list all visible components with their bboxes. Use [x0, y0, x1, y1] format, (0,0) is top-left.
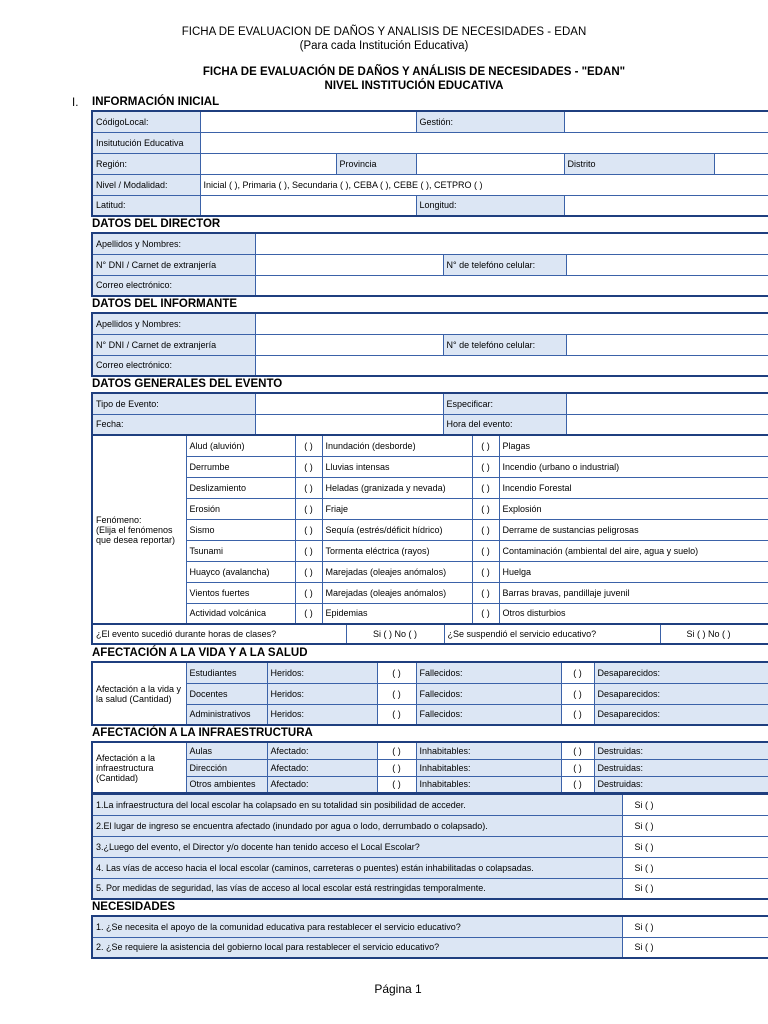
necesidades-question: 1. ¿Se necesita el apoyo de la comunidad educativa para restablecer el servicio educativo?	[92, 916, 622, 937]
vida-category: Docentes	[186, 683, 267, 704]
infra-inhabitables-label: Inhabitables:	[416, 742, 561, 759]
especificar-field[interactable]	[566, 393, 768, 414]
fenomeno-checkbox[interactable]: ( )	[295, 582, 322, 603]
fenomeno-checkbox[interactable]: ( )	[295, 498, 322, 519]
vida-row	[92, 704, 768, 725]
fenomeno-checkbox[interactable]: ( )	[295, 561, 322, 582]
infra-category: Dirección	[186, 759, 267, 776]
vida-heridos-label: Heridos:	[267, 683, 377, 704]
informante-apellidos-field[interactable]	[255, 313, 768, 334]
fenomeno-checkbox[interactable]: ( )	[472, 456, 499, 477]
fenomeno-name: Barras bravas, pandillaje juvenil	[499, 582, 768, 603]
infra-question-row	[92, 857, 768, 878]
fenomeno-checkbox[interactable]: ( )	[472, 540, 499, 561]
fenomeno-name: Marejadas (oleajes anómalos)	[322, 582, 472, 603]
informante-dni-label: N° DNI / Carnet de extranjería	[92, 334, 255, 355]
vida-table	[91, 661, 768, 726]
informante-dni-field[interactable]	[255, 334, 443, 355]
infra-inhabitables-field[interactable]: ( )	[561, 776, 594, 793]
infra-answer[interactable]: Si ( )	[622, 878, 768, 899]
fenomeno-checkbox[interactable]: ( )	[472, 603, 499, 624]
clases-question: ¿El evento sucedió durante horas de clases?	[92, 624, 346, 644]
infra-inhabitables-field[interactable]: ( )	[561, 742, 594, 759]
necesidades-question: 2. ¿Se requiere la asistencia del gobierno local para restablecer el servicio educativo?	[92, 937, 622, 958]
codigo-field[interactable]	[200, 111, 416, 132]
nivel-label: Nivel / Modalidad:	[92, 174, 200, 195]
director-correo-field[interactable]	[255, 275, 768, 296]
infra-question: 5. Por medidas de seguridad, las vías de acceso al local escolar está restringidas temporalmente.	[92, 878, 622, 899]
necesidades-answer[interactable]: Si ( )	[622, 916, 768, 937]
informante-telefono-field[interactable]	[566, 334, 768, 355]
fenomeno-name: Alud (aluvión)	[186, 435, 295, 456]
provincia-label: Provincia	[336, 153, 416, 174]
section-informante-title: DATOS DEL INFORMANTE	[92, 297, 768, 314]
fenomeno-table	[91, 434, 768, 625]
form-subtitle: (Para cada Institución Educativa)	[299, 40, 469, 52]
region-field[interactable]	[200, 153, 336, 174]
section-necesidades-title: NECESIDADES	[92, 900, 768, 917]
fenomeno-checkbox[interactable]: ( )	[295, 540, 322, 561]
infra-afectado-label: Afectado:	[267, 742, 377, 759]
fenomeno-row	[92, 435, 768, 456]
infra-question: 3.¿Luego del evento, el Director y/o docente han tenido acceso el Local Escolar?	[92, 836, 622, 857]
clases-answer[interactable]: Si ( ) No ( )	[346, 624, 444, 644]
vida-desaparecidos-label: Desaparecidos:	[594, 662, 768, 683]
form-level: NIVEL INSTITUCIÓN EDUCATIVA	[324, 80, 504, 92]
section-vida-title: AFECTACIÓN A LA VIDA Y A LA SALUD	[92, 646, 768, 663]
form-title: FICHA DE EVALUACION DE DAÑOS Y ANALISIS DE NECESIDADES - EDAN	[181, 26, 587, 38]
fenomeno-checkbox[interactable]: ( )	[295, 477, 322, 498]
fenomeno-name: Heladas (granizada y nevada)	[322, 477, 472, 498]
fenomeno-name: Sequía (estrés/déficit hídrico)	[322, 519, 472, 540]
info-table	[91, 110, 768, 217]
distrito-field[interactable]	[714, 153, 768, 174]
fenomeno-checkbox[interactable]: ( )	[295, 519, 322, 540]
infra-afectado-field[interactable]: ( )	[377, 759, 416, 776]
fenomeno-name: Friaje	[322, 498, 472, 519]
infra-question-row	[92, 878, 768, 899]
distrito-label: Distrito	[564, 153, 714, 174]
infra-answer[interactable]: Si ( )	[622, 836, 768, 857]
fenomeno-name: Tormenta eléctrica (rayos)	[322, 540, 472, 561]
infra-destruidas-label: Destruidas:	[594, 759, 768, 776]
fenomeno-row	[92, 519, 768, 540]
informante-telefono-label: N° de telefóno celular:	[443, 334, 566, 355]
director-apellidos-label: Apellidos y Nombres:	[92, 233, 255, 254]
infra-category: Otros ambientes	[186, 776, 267, 793]
fenomeno-row	[92, 582, 768, 603]
director-dni-field[interactable]	[255, 254, 443, 275]
hora-label: Hora del evento:	[443, 414, 566, 435]
gestion-label: Gestión:	[416, 111, 564, 132]
fenomeno-name: Tsunami	[186, 540, 295, 561]
infra-answer[interactable]: Si ( )	[622, 794, 768, 815]
fenomeno-checkbox[interactable]: ( )	[295, 456, 322, 477]
necesidades-answer[interactable]: Si ( )	[622, 937, 768, 958]
page-number: Página 1	[374, 982, 422, 996]
section-director-title: DATOS DEL DIRECTOR	[92, 217, 768, 234]
director-dni-label: N° DNI / Carnet de extranjería	[92, 254, 255, 275]
fenomeno-checkbox[interactable]: ( )	[472, 561, 499, 582]
infra-inhabitables-label: Inhabitables:	[416, 759, 561, 776]
provincia-field[interactable]	[416, 153, 564, 174]
vida-fallecidos-label: Fallecidos:	[416, 704, 561, 725]
region-label: Región:	[92, 153, 200, 174]
fenomeno-checkbox[interactable]: ( )	[295, 435, 322, 456]
vida-fallecidos-field[interactable]: ( )	[561, 704, 594, 725]
vida-category: Administrativos	[186, 704, 267, 725]
infra-question: 4. Las vías de acceso hacia el local escolar (caminos, carreteras o puentes) están inhabilitadas o colapsadas.	[92, 857, 622, 878]
form-title-2: FICHA DE EVALUACIÓN DE DAÑOS Y ANÁLISIS DE NECESIDADES - "EDAN"	[202, 66, 626, 78]
fenomeno-name: Vientos fuertes	[186, 582, 295, 603]
vida-fallecidos-label: Fallecidos:	[416, 662, 561, 683]
fenomeno-row	[92, 498, 768, 519]
latitud-label: Latitud:	[92, 195, 200, 216]
infra-questions-table	[91, 793, 768, 900]
fenomeno-checkbox[interactable]: ( )	[472, 582, 499, 603]
infra-label: Afectación a la infraestructura (Cantidad)	[92, 742, 186, 793]
fenomeno-name: Plagas	[499, 435, 768, 456]
especificar-label: Especificar:	[443, 393, 566, 414]
fenomeno-checkbox[interactable]: ( )	[472, 477, 499, 498]
fenomeno-row	[92, 477, 768, 498]
nivel-options[interactable]: Inicial ( ), Primaria ( ), Secundaria ( ), CEBA ( ), CEBE ( ), CETPRO ( )	[200, 174, 768, 195]
institucion-label: Insitutución Educativa	[92, 132, 200, 153]
fenomeno-checkbox[interactable]: ( )	[472, 519, 499, 540]
longitud-field[interactable]	[564, 195, 768, 216]
vida-row	[92, 683, 768, 704]
fenomeno-name: Huayco (avalancha)	[186, 561, 295, 582]
fenomeno-name: Contaminación (ambiental del aire, agua y suelo)	[499, 540, 768, 561]
director-apellidos-field[interactable]	[255, 233, 768, 254]
infra-row	[92, 742, 768, 759]
infra-table	[91, 741, 768, 794]
fenomeno-name: Incendio Forestal	[499, 477, 768, 498]
infra-afectado-label: Afectado:	[267, 776, 377, 793]
fenomeno-label-cell	[92, 435, 186, 624]
section-infra-title: AFECTACIÓN A LA INFRAESTRUCTURA	[92, 726, 768, 743]
infra-question-row	[92, 815, 768, 836]
informante-correo-field[interactable]	[255, 355, 768, 376]
vida-desaparecidos-label: Desaparecidos:	[594, 704, 768, 725]
infra-row	[92, 776, 768, 793]
evento-table	[91, 392, 768, 436]
vida-label: Afectación a la vida y la salud (Cantidad)	[92, 662, 186, 725]
director-telefono-label: N° de telefóno celular:	[443, 254, 566, 275]
infra-destruidas-label: Destruidas:	[594, 776, 768, 793]
fenomeno-name: Actividad volcánica	[186, 603, 295, 624]
gestion-field[interactable]	[564, 111, 768, 132]
infra-destruidas-label: Destruidas:	[594, 742, 768, 759]
fenomeno-name: Lluvias intensas	[322, 456, 472, 477]
informante-correo-label: Correo electrónico:	[92, 355, 255, 376]
fenomeno-name: Marejadas (oleajes anómalos)	[322, 561, 472, 582]
informante-apellidos-label: Apellidos y Nombres:	[92, 313, 255, 334]
section-evento-title: DATOS GENERALES DEL EVENTO	[92, 377, 768, 394]
section-info-title: INFORMACIÓN INICIAL	[92, 95, 768, 112]
infra-inhabitables-label: Inhabitables:	[416, 776, 561, 793]
vida-heridos-label: Heridos:	[267, 704, 377, 725]
fenomeno-row	[92, 540, 768, 561]
fenomeno-name: Erosión	[186, 498, 295, 519]
fenomeno-row	[92, 456, 768, 477]
necesidades-question-row	[92, 916, 768, 937]
fenomeno-name: Derrumbe	[186, 456, 295, 477]
infra-category: Aulas	[186, 742, 267, 759]
fenomeno-note: (Elija el fenómenos que desea reportar)	[96, 524, 176, 545]
fenomeno-label: Fenómeno:	[96, 514, 142, 525]
fenomeno-checkbox[interactable]: ( )	[472, 498, 499, 519]
vida-row	[92, 662, 768, 683]
infra-question: 1.La infraestructura del local escolar ha colapsado en su totalidad sin posibilidad de acceder.	[92, 794, 622, 815]
director-table	[91, 232, 768, 297]
codigo-label: CódigoLocal:	[92, 111, 200, 132]
fenomeno-name: Incendio (urbano o industrial)	[499, 456, 768, 477]
necesidades-question-row	[92, 937, 768, 958]
vida-heridos-field[interactable]: ( )	[377, 662, 416, 683]
fenomeno-name: Epidemias	[322, 603, 472, 624]
fenomeno-row	[92, 561, 768, 582]
fenomeno-row	[92, 603, 768, 624]
institucion-field[interactable]	[200, 132, 768, 153]
vida-heridos-label: Heridos:	[267, 662, 377, 683]
infra-answer[interactable]: Si ( )	[622, 857, 768, 878]
infra-answer[interactable]: Si ( )	[622, 815, 768, 836]
fecha-label: Fecha:	[92, 414, 255, 435]
vida-desaparecidos-label: Desaparecidos:	[594, 683, 768, 704]
necesidades-table	[91, 915, 768, 959]
fenomeno-name: Deslizamiento	[186, 477, 295, 498]
vida-fallecidos-label: Fallecidos:	[416, 683, 561, 704]
informante-table	[91, 312, 768, 377]
infra-afectado-field[interactable]: ( )	[377, 742, 416, 759]
suspendio-answer[interactable]: Si ( ) No ( )	[660, 624, 768, 644]
fenomeno-name: Otros disturbios	[499, 603, 768, 624]
fenomeno-checkbox[interactable]: ( )	[472, 435, 499, 456]
infra-question-row	[92, 794, 768, 815]
infra-row	[92, 759, 768, 776]
director-telefono-field[interactable]	[566, 254, 768, 275]
vida-category: Estudiantes	[186, 662, 267, 683]
vida-fallecidos-field[interactable]: ( )	[561, 662, 594, 683]
tipo-evento-field[interactable]	[255, 393, 443, 414]
longitud-label: Longitud:	[416, 195, 564, 216]
vida-fallecidos-field[interactable]: ( )	[561, 683, 594, 704]
infra-question-row	[92, 836, 768, 857]
vida-heridos-field[interactable]: ( )	[377, 683, 416, 704]
infra-inhabitables-field[interactable]: ( )	[561, 759, 594, 776]
vida-heridos-field[interactable]: ( )	[377, 704, 416, 725]
fenomeno-name: Derrame de sustancias peligrosas	[499, 519, 768, 540]
infra-afectado-field[interactable]: ( )	[377, 776, 416, 793]
fenomeno-name: Huelga	[499, 561, 768, 582]
fenomeno-checkbox[interactable]: ( )	[295, 603, 322, 624]
director-correo-label: Correo electrónico:	[92, 275, 255, 296]
fecha-field[interactable]	[255, 414, 443, 435]
latitud-field[interactable]	[200, 195, 416, 216]
hora-field[interactable]	[566, 414, 768, 435]
fenomeno-name: Sismo	[186, 519, 295, 540]
infra-question: 2.El lugar de ingreso se encuentra afectado (inundado por agua o lodo, derrumbado o colapsado).	[92, 815, 622, 836]
fenomeno-name: Explosión	[499, 498, 768, 519]
clases-table	[91, 623, 768, 645]
tipo-evento-label: Tipo de Evento:	[92, 393, 255, 414]
suspendio-question: ¿Se suspendió el servicio educativo?	[444, 624, 660, 644]
section-number: I.	[72, 97, 79, 109]
infra-afectado-label: Afectado:	[267, 759, 377, 776]
fenomeno-name: Inundación (desborde)	[322, 435, 472, 456]
